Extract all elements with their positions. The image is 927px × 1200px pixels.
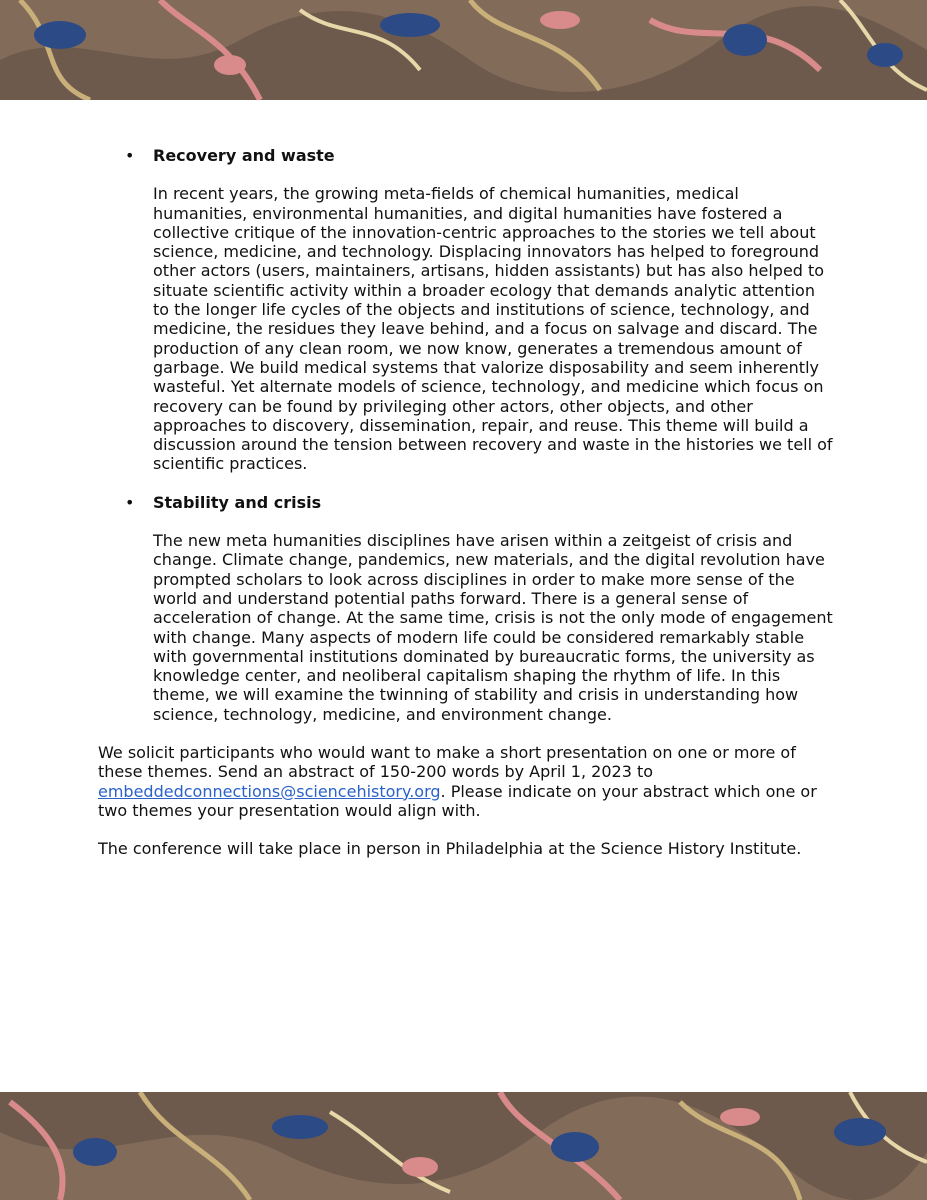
- theme-description: In recent years, the growing meta-fields of chemical humanities, medical humanities, environmental humanities, and digital humanities have fostered a collective critique of the innovation-centric approaches to the stories we tell about science, medicine, and technology. Displacing innovators has helped to foreground other actors (users, maintainers, artisans, hidden assistants) but has also helped to situate scientific activity within a broader ecology that demands analytic attention to the longer life cycles of the objects and institutions of science, technology, and medicine, the residues they leave behind, and a focus on salvage and discard. The production of any clean room, we now know, generates a tremendous amount of garbage. We build medical systems that valorize disposability and seem inherently wasteful. Yet alternate models of science, technology, and medicine which focus on recovery can be found by privileging other actors, other objects, and other approaches to discovery, dissemination, repair, and reuse. This theme will build a discussion around the tension between recovery and waste in the histories we tell of scientific practices.: [153, 184, 833, 474]
- solicitation-text-before: We solicit participants who would want to make a short presentation on one or more of these themes. Send an abstract of 150-200 words by April 1, 2023 to: [98, 743, 796, 782]
- theme-recovery-and-waste: [98, 146, 833, 474]
- theme-description: The new meta humanities disciplines have arisen within a zeitgeist of crisis and change. Climate change, pandemics, new materials, and the digital revolution have prompted scholars to look across disciplines in order to make more sense of the world and understand potential paths forward. There is a general sense of acceleration of change. At the same time, crisis is not the only mode of engagement with change. Many aspects of modern life could be considered remarkably stable with governmental institutions dominated by bureaucratic forms, the university as knowledge center, and neoliberal capitalism shaping the rhythm of life. In this theme, we will examine the twinning of stability and crisis in understanding how science, technology, medicine, and environment change.: [153, 531, 833, 724]
- bullet-marker: •: [125, 492, 135, 512]
- document-body: [98, 146, 833, 878]
- header-marbled-banner: [0, 0, 927, 100]
- venue-paragraph: The conference will take place in person in Philadelphia at the Science History Institute.: [98, 839, 802, 859]
- email-link[interactable]: embeddedconnections@sciencehistory.org: [98, 781, 441, 801]
- marbled-pattern-bottom: [0, 1092, 927, 1200]
- theme-title: Stability and crisis: [153, 492, 322, 512]
- bullet-marker: •: [125, 146, 135, 165]
- marbled-pattern-top: [0, 0, 927, 100]
- solicitation-paragraph: [98, 743, 833, 820]
- solicitation-text-after: . Please indicate on your abstract which one or two themes your presentation would align with.: [98, 781, 817, 820]
- theme-stability-and-crisis: [98, 493, 833, 724]
- footer-marbled-banner: [0, 1092, 927, 1200]
- theme-title: Recovery and waste: [153, 146, 335, 165]
